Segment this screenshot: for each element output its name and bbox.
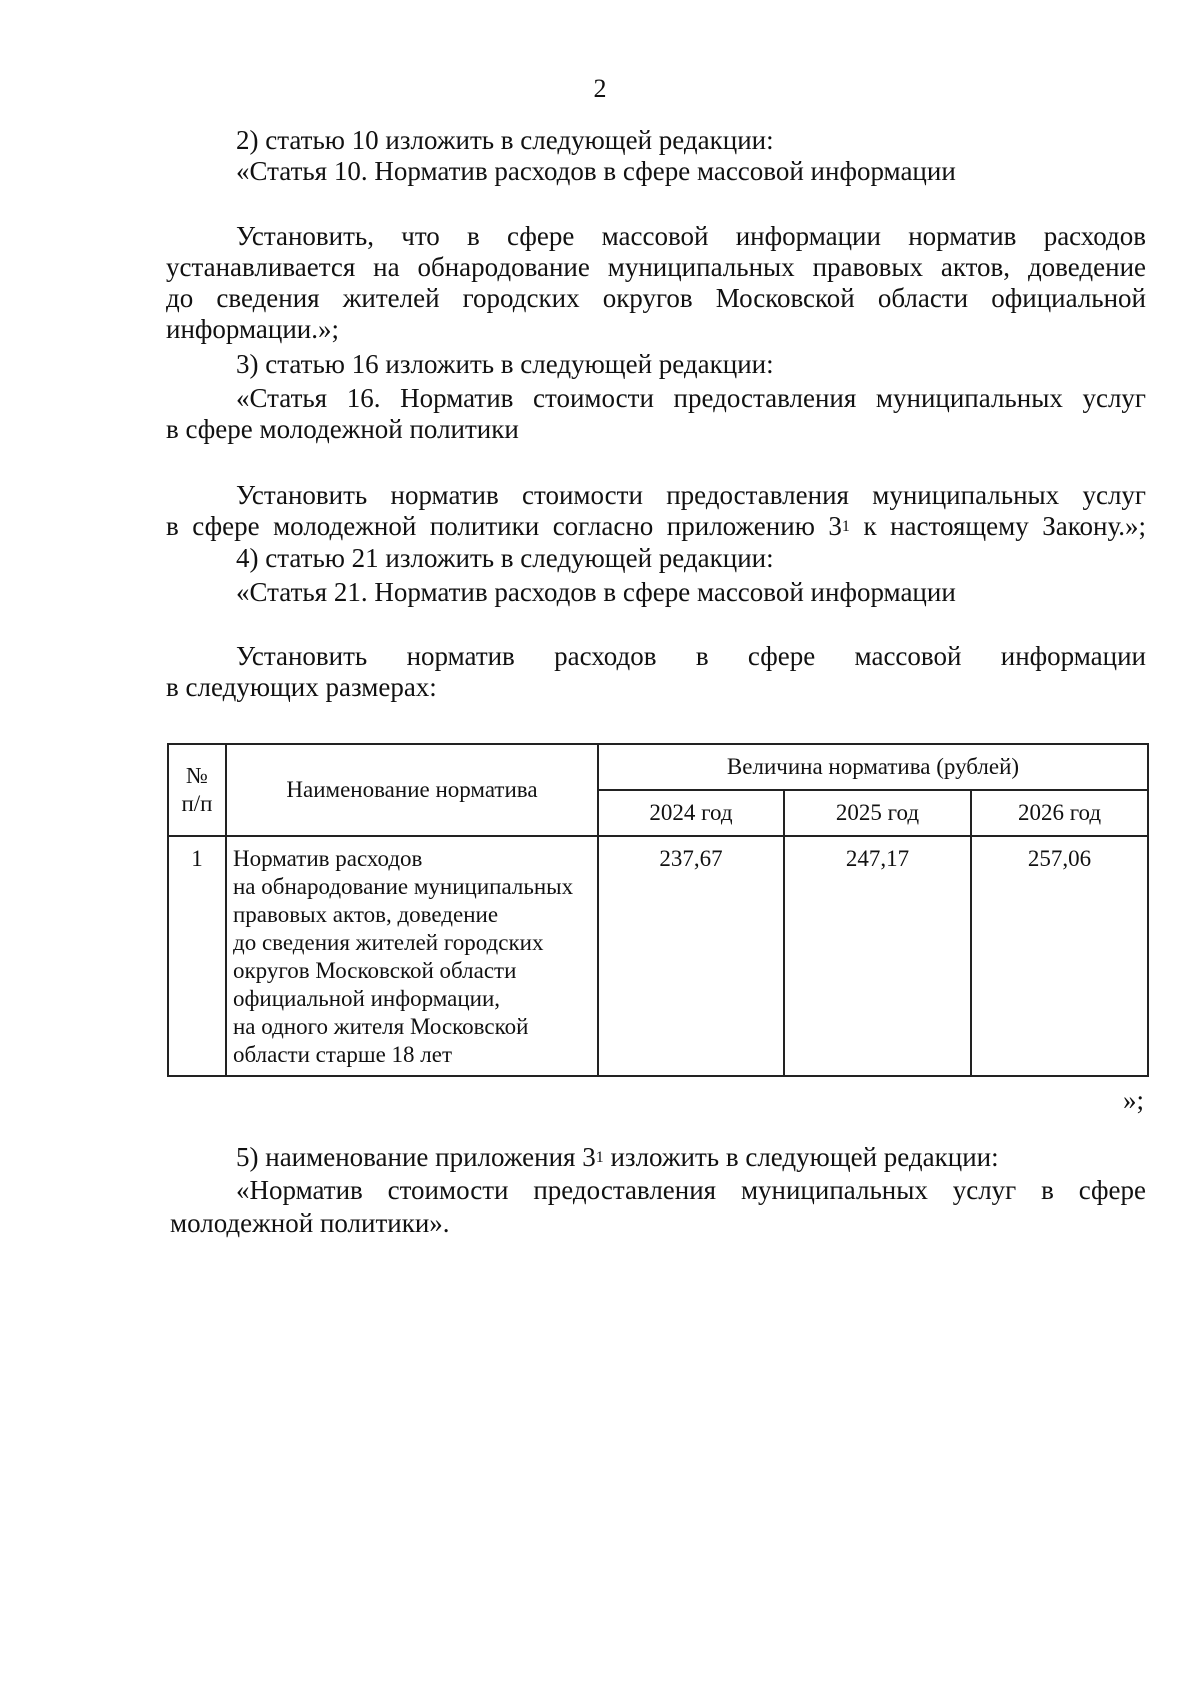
row-value-2026: 257,06 xyxy=(971,836,1148,1076)
header-year-2026: 2026 год xyxy=(971,790,1148,836)
header-num-line2: п/п xyxy=(181,791,213,816)
item3-heading-line: в сфере молодежной политики xyxy=(166,414,519,444)
item5-intro-text: изложить в следующей редакции: xyxy=(603,1142,999,1172)
row-name-line: Норматив расходов xyxy=(233,846,423,871)
item3-para-text: к настоящему Закону.»; xyxy=(849,511,1147,541)
header-year-2025: 2025 год xyxy=(784,790,971,836)
norm-table xyxy=(167,743,1149,1077)
item2-para-line: Установить, что в сфере массовой информации норматив расходов xyxy=(236,221,1146,251)
item3-para-text: в сфере молодежной политики согласно приложению 3 xyxy=(166,511,842,541)
header-num-line1: № xyxy=(186,763,208,788)
page-number: 2 xyxy=(593,74,607,103)
item4-intro: 4) статью 21 изложить в следующей редакции: xyxy=(236,543,774,573)
row-name-line: на одного жителя Московской xyxy=(233,1014,529,1039)
item4-heading: «Статья 21. Норматив расходов в сфере массовой информации xyxy=(236,577,956,607)
item2-heading: «Статья 10. Норматив расходов в сфере массовой информации xyxy=(236,156,956,186)
item3-para-line-2 xyxy=(166,511,1146,541)
row-value-2025: 247,17 xyxy=(784,836,971,1076)
item5-text-line: «Норматив стоимости предоставления муниципальных услуг в сфере xyxy=(236,1175,1146,1205)
item3-para-line: Установить норматив стоимости предоставления муниципальных услуг xyxy=(236,480,1146,510)
header-num xyxy=(168,744,226,836)
row-name-line: округов Московской области xyxy=(233,958,517,983)
item5-text-line: молодежной политики». xyxy=(170,1208,450,1238)
header-year-2024: 2024 год xyxy=(598,790,784,836)
row-name-line: до сведения жителей городских xyxy=(233,930,544,955)
row-value-2024: 237,67 xyxy=(598,836,784,1076)
row-name-line: на обнародование муниципальных xyxy=(233,874,574,899)
item5-intro xyxy=(236,1142,999,1172)
item2-para-line: до сведения жителей городских округов Московской области официальной xyxy=(166,283,1146,313)
item4-para-line: Установить норматив расходов в сфере массовой информации xyxy=(236,641,1146,671)
table-header-row xyxy=(168,744,1148,790)
item3-intro: 3) статью 16 изложить в следующей редакции: xyxy=(236,349,774,379)
item2-intro: 2) статью 10 изложить в следующей редакции: xyxy=(236,125,774,155)
superscript: 1 xyxy=(841,518,850,535)
header-value-group: Величина норматива (рублей) xyxy=(598,744,1148,790)
row-name-line: области старше 18 лет xyxy=(233,1042,453,1067)
row-name-line: официальной информации, xyxy=(233,986,501,1011)
table-row xyxy=(168,836,1148,1076)
item5-intro-text: 5) наименование приложения 3 xyxy=(236,1142,596,1172)
superscript: 1 xyxy=(595,1149,604,1166)
item2-para-line: устанавливается на обнародование муниципальных правовых актов, доведение xyxy=(166,252,1146,282)
closing-quote: »; xyxy=(1122,1085,1144,1115)
item4-para-line: в следующих размерах: xyxy=(166,672,437,702)
row-name xyxy=(226,836,598,1076)
row-num: 1 xyxy=(168,836,226,1076)
item3-heading-line: «Статья 16. Норматив стоимости предоставления муниципальных услуг xyxy=(236,383,1146,413)
item2-para-line: информации.»; xyxy=(166,314,339,344)
row-name-line: правовых актов, доведение xyxy=(233,902,499,927)
header-name: Наименование норматива xyxy=(226,744,598,836)
